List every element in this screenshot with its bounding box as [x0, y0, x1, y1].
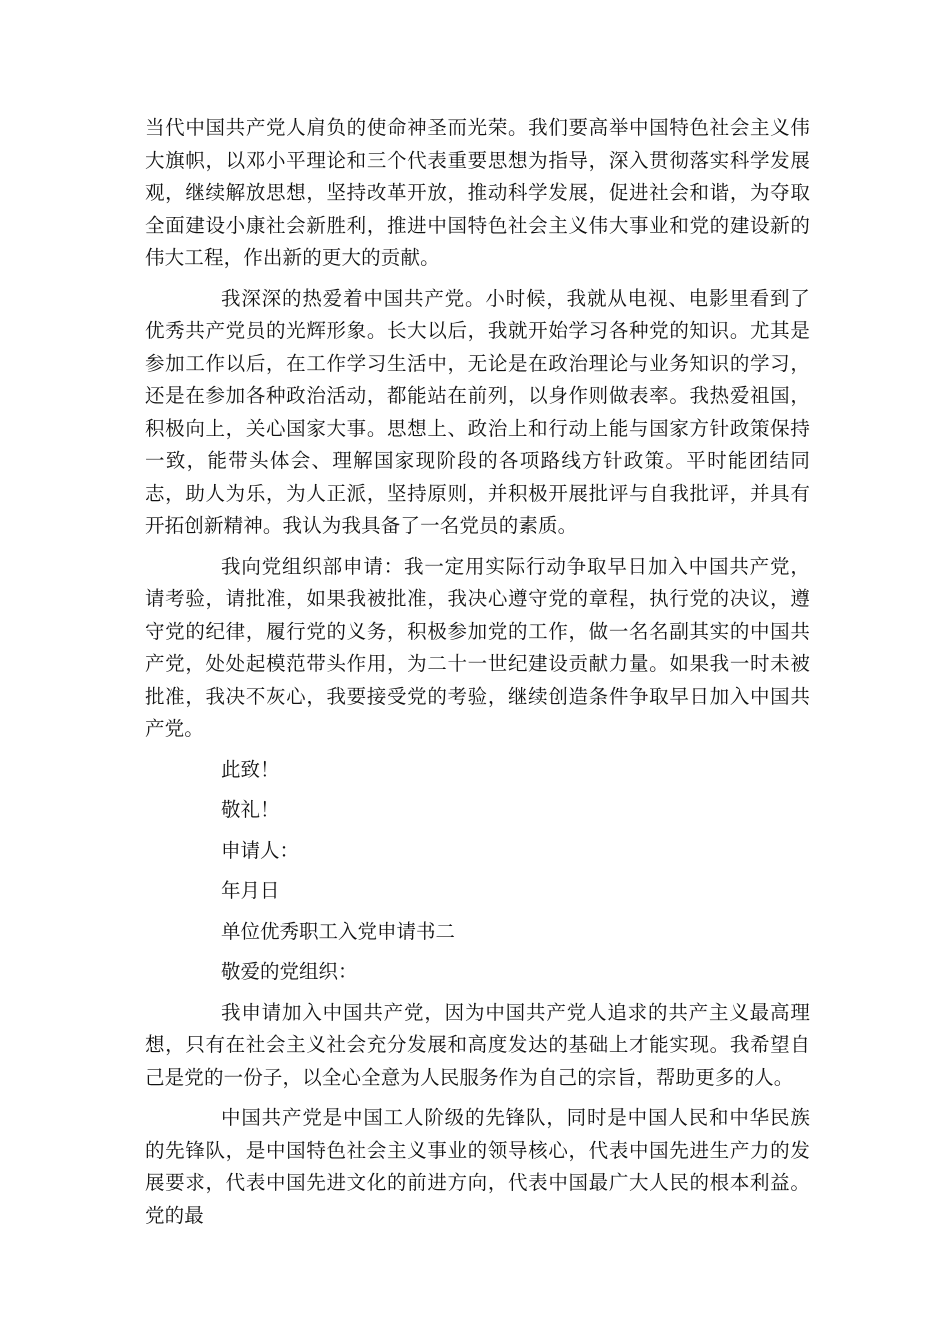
closing-regards: 敬礼！ [221, 798, 280, 821]
date-label: 年月日 [221, 879, 280, 902]
document-body [145, 112, 810, 1232]
paragraph-continuation: 当代中国共产党人肩负的使命神圣而光荣。我们要高举中国特色社会主义伟大旗帜，以邓小平理论和三个代表重要思想为指导，深入贯彻落实科学发展观，继续解放思想，坚持改革开放，推动科学发展，促进社会和谐，为夺取全面建设小康社会新胜利，推进中国特色社会主义伟大事业和党的建设新的伟大工程，作出新的更大的贡献。 [145, 116, 810, 269]
section-title: 单位优秀职工入党申请书二 [221, 919, 456, 943]
paragraph-party-vanguard: 中国共产党是中国工人阶级的先锋队，同时是中国人民和中华民族的先锋队，是中国特色社会主义事业的领导核心，代表中国先进生产力的发展要求，代表中国先进文化的前进方向，代表中国最广大人民的根本利益。党的最 [145, 1106, 810, 1227]
applicant-label: 申请人： [221, 838, 300, 862]
paragraph-application-pledge: 我向党组织部申请：我一定用实际行动争取早日加入中国共产党，请考验，请批准，如果我被批准，我决心遵守党的章程，执行党的决议，遵守党的纪律，履行党的义务，积极参加党的工作，做一名名副其实的中国共产党，处处起模范带头作用，为二十一世纪建设贡献力量。如果我一时未被批准，我决不灰心，我要接受党的考验，继续创造条件争取早日加入中国共产党。 [145, 554, 810, 740]
closing-salute: 此致！ [221, 757, 280, 781]
paragraph-join-reason: 我申请加入中国共产党，因为中国共产党人追求的共产主义最高理想，只有在社会主义社会充分发展和高度发达的基础上才能实现。我希望自己是党的一份子，以全心全意为人民服务作为自己的宗旨，帮助更多的人。 [145, 1000, 810, 1089]
greeting: 敬爱的党组织： [221, 960, 358, 983]
paragraph-love-party: 我深深的热爱着中国共产党。小时候，我就从电视、电影里看到了优秀共产党员的光辉形象。长大以后，我就开始学习各种党的知识。尤其是参加工作以后，在工作学习生活中，无论是在政治理论与业务知识的学习，还是在参加各种政治活动，都能站在前列，以身作则做表率。我热爱祖国，积极向上，关心国家大事。思想上、政治上和行动上能与国家方针政策保持一致，能带头体会、理解国家现阶段的各项路线方针政策。平时能团结同志，助人为乐，为人正派，坚持原则，并积极开展批评与自我批评，并具有开拓创新精神。我认为我具备了一名党员的素质。 [145, 286, 810, 537]
